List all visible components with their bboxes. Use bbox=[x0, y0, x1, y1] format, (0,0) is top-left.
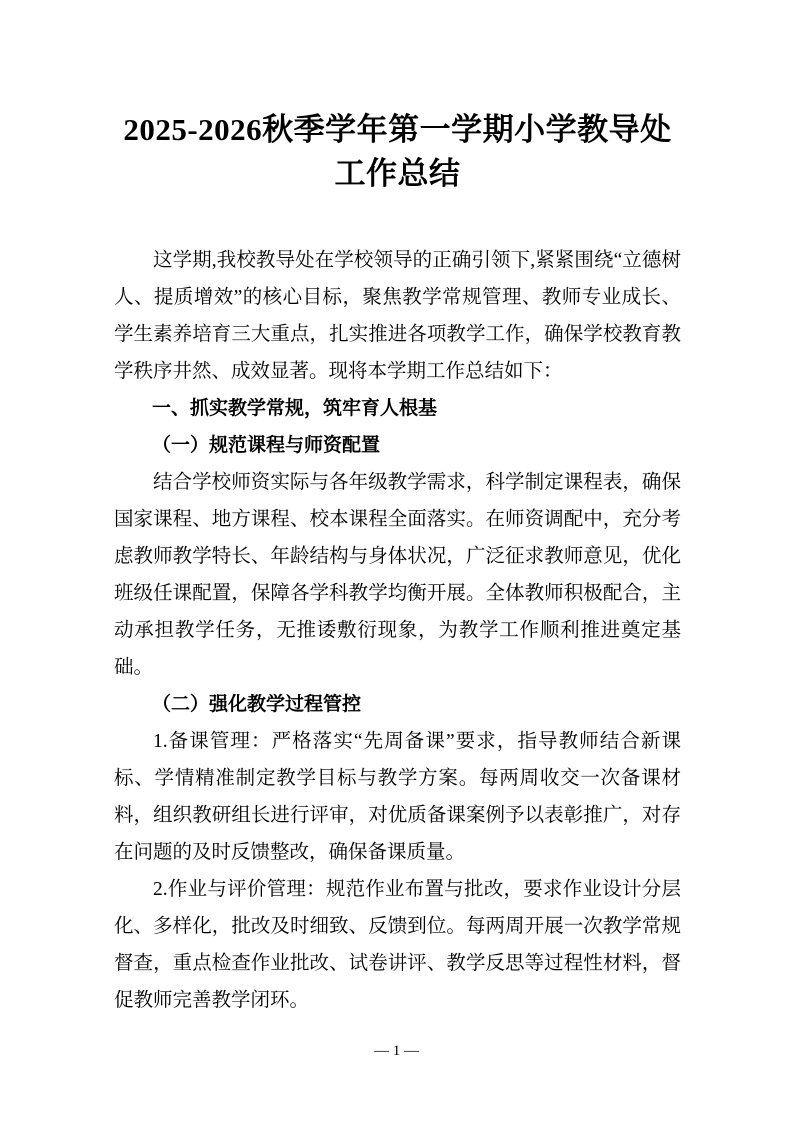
document-title: 2025-2026秋季学年第一学期小学教导处工作总结 bbox=[123, 112, 672, 192]
heading2: （二）强化教学过程管控 bbox=[152, 694, 362, 716]
page-number: — 1 — bbox=[374, 1043, 419, 1059]
paragraph: 结合学校师资实际与各年级教学需求，科学制定课程表，确保国家课程、地方课程、校本课程全面落实。在师资调配中，充分考虑教师教学特长、年龄结构与身体状况，广泛征求教师意见，优化班级任课配置，保障各学科教学均衡开展。全体教师积极配合，主动承担教学任务，无推诿敷衍现象，为教学工作顺利推进奠定基础。 bbox=[114, 472, 681, 679]
heading2: （一）规范课程与师资配置 bbox=[152, 435, 381, 457]
document-body bbox=[114, 242, 681, 1019]
heading1: 一、抓实教学常规，筑牢育人根基 bbox=[152, 398, 438, 420]
paragraph: 1.备课管理：严格落实“先周备课”要求，指导教师结合新课标、学情精准制定教学目标与教学方案。每两周收交一次备课材料，组织教研组长进行评审，对优质备课案例予以表彰推广，对存在问题的及时反馈整改，确保备课质量。 bbox=[114, 731, 681, 864]
paragraph: 这学期,我校教导处在学校领导的正确引领下,紧紧围绕“立德树人、提质增效”的核心目标，聚焦教学常规管理、教师专业成长、学生素养培育三大重点，扎实推进各项教学工作，确保学校教育教学秩序井然、成效显著。现将本学期工作总结如下： bbox=[114, 250, 681, 383]
paragraph: 2.作业与评价管理：规范作业布置与批改，要求作业设计分层化、多样化，批改及时细致、反馈到位。每两周开展一次教学常规督查，重点检查作业批改、试卷讲评、教学反思等过程性材料，督促教师完善教学闭环。 bbox=[114, 879, 681, 1012]
